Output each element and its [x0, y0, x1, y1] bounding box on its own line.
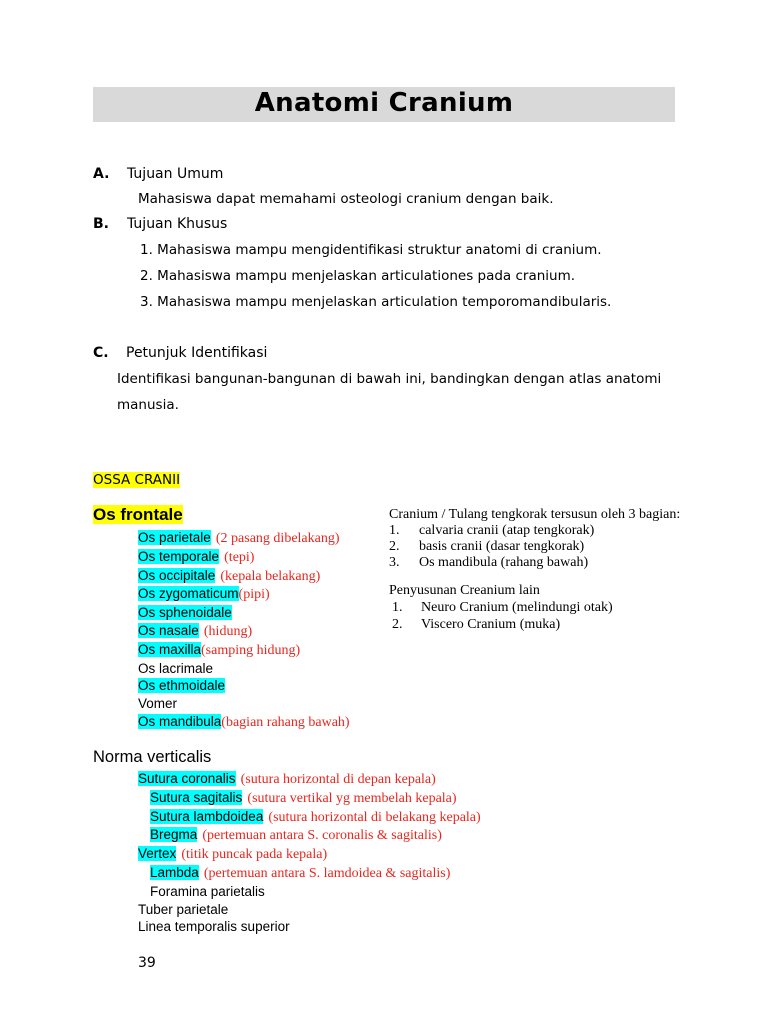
list-text: calvaria cranii (atap tengkorak)	[419, 523, 595, 538]
side-info-list-2	[392, 599, 613, 633]
bone-name: Vomer	[138, 696, 178, 712]
norma-note: (sutura vertikal yg membelah kepala)	[247, 790, 457, 806]
list-item	[389, 539, 594, 555]
side-info-list-1	[389, 523, 594, 571]
section-c-body-line1: Identifikasi bangunan-bangunan di bawah ini, bandingkan dengan atlas anatomi	[117, 371, 662, 387]
norma-item	[138, 864, 481, 883]
bone-item	[138, 695, 350, 713]
norma-name: Sutura coronalis	[138, 771, 236, 786]
bone-name: Os nasale	[138, 622, 199, 638]
norma-name: Lambda	[150, 864, 199, 880]
list-text: Viscero Cranium (muka)	[421, 617, 561, 632]
norma-name: Tuber parietale	[138, 901, 229, 917]
section-b-heading	[93, 216, 227, 232]
section-a-heading	[93, 166, 223, 182]
norma-name: Sutura lambdoidea	[150, 808, 264, 824]
bone-name: Os sphenoidale	[138, 605, 232, 621]
list-num: 3.	[389, 555, 400, 570]
norma-item	[138, 770, 481, 789]
norma-item	[138, 808, 481, 827]
section-a-letter: A.	[93, 166, 110, 182]
norma-list	[138, 770, 481, 936]
norma-name: Bregma	[150, 827, 198, 843]
bone-item	[138, 660, 350, 678]
list-num: 2.	[392, 617, 403, 632]
norma-note: (pertemuan antara S. lamdoidea & sagitalis)	[203, 865, 451, 881]
norma-item	[138, 789, 481, 808]
norma-item	[138, 883, 481, 901]
norma-name: Vertex	[138, 846, 177, 862]
bone-note: (hidung)	[203, 623, 253, 639]
norma-item	[138, 918, 481, 936]
list-text: Os mandibula (rahang bawah)	[419, 555, 589, 570]
list-item	[389, 555, 594, 571]
list-item	[389, 523, 594, 539]
norma-item	[138, 901, 481, 919]
bone-item	[138, 713, 350, 732]
bone-item	[138, 604, 350, 622]
bone-name: Os maxilla	[138, 641, 202, 657]
norma-note: (sutura horizontal di belakang kepala)	[268, 809, 481, 825]
bone-note: (pipi)	[238, 587, 270, 603]
section-b-letter: B.	[93, 216, 109, 232]
list-text: Neuro Cranium (melindungi otak)	[421, 600, 613, 615]
section-a-body: Mahasiswa dapat memahami osteologi cranium dengan baik.	[138, 191, 554, 207]
bone-item	[138, 529, 350, 548]
section-c-title: Petunjuk Identifikasi	[126, 345, 268, 361]
bone-note: (samping hidung)	[201, 642, 301, 658]
ossa-cranii-text: OSSA CRANII	[93, 472, 181, 488]
norma-note: (sutura horizontal di depan kepala)	[240, 772, 436, 787]
list-item	[392, 616, 613, 633]
list-text: basis cranii (dasar tengkorak)	[419, 539, 585, 554]
norma-name: Linea temporalis superior	[138, 919, 290, 935]
title-bar	[93, 87, 675, 122]
os-frontale-text: Os frontale	[93, 505, 183, 524]
bone-name: Os mandibula	[138, 713, 222, 729]
objective-item-3: 3. Mahasiswa mampu menjelaskan articulation temporomandibularis.	[140, 294, 612, 310]
bone-item	[138, 677, 350, 695]
section-c-heading	[93, 345, 267, 361]
bone-item	[138, 567, 350, 586]
bone-item	[138, 641, 350, 660]
page-title: Anatomi Cranium	[254, 88, 514, 118]
list-num: 2.	[389, 539, 400, 554]
norma-note: (pertemuan antara S. coronalis & sagitalis)	[202, 828, 442, 844]
bone-name: Os lacrimale	[138, 660, 214, 676]
objective-item-2: 2. Mahasiswa mampu menjelaskan articulationes pada cranium.	[140, 268, 576, 284]
norma-note: (titik puncak pada kepala)	[181, 847, 328, 863]
bone-item	[138, 585, 350, 604]
os-frontale-label	[93, 505, 183, 525]
norma-verticalis-heading: Norma verticalis	[93, 748, 212, 766]
norma-item	[138, 845, 481, 864]
side-info-heading-2: Penyusunan Creanium lain	[389, 583, 540, 598]
norma-name: Sutura sagitalis	[150, 789, 243, 805]
section-c-letter: C.	[93, 345, 109, 361]
list-item	[392, 599, 613, 616]
bone-name: Os ethmoidale	[138, 678, 226, 694]
section-c-body-line2: manusia.	[117, 397, 179, 413]
bone-note: (kepala belakang)	[220, 568, 321, 584]
ossa-cranii-label	[93, 472, 180, 488]
bone-name: Os temporale	[138, 548, 220, 564]
side-info-heading-1: Cranium / Tulang tengkorak tersusun oleh 3 bagian:	[389, 507, 681, 522]
list-num: 1.	[392, 600, 403, 615]
bone-item	[138, 548, 350, 567]
list-num: 1.	[389, 523, 400, 538]
bone-name: Os parietale	[138, 530, 211, 545]
bone-name: Os zygomaticum	[138, 586, 239, 602]
bones-list	[138, 529, 350, 732]
objective-item-1: 1. Mahasiswa mampu mengidentifikasi struktur anatomi di cranium.	[140, 242, 602, 258]
bone-item	[138, 622, 350, 641]
section-a-title: Tujuan Umum	[127, 166, 224, 182]
bone-name: Os occipitale	[138, 567, 216, 583]
norma-item	[138, 826, 481, 845]
bone-note: (2 pasang dibelakang)	[215, 531, 340, 546]
bone-note: (tepi)	[224, 549, 255, 565]
section-b-title: Tujuan Khusus	[127, 216, 228, 232]
norma-name: Foramina parietalis	[150, 883, 265, 899]
bone-note: (bagian rahang bawah)	[221, 714, 350, 730]
page-number: 39	[138, 955, 156, 971]
